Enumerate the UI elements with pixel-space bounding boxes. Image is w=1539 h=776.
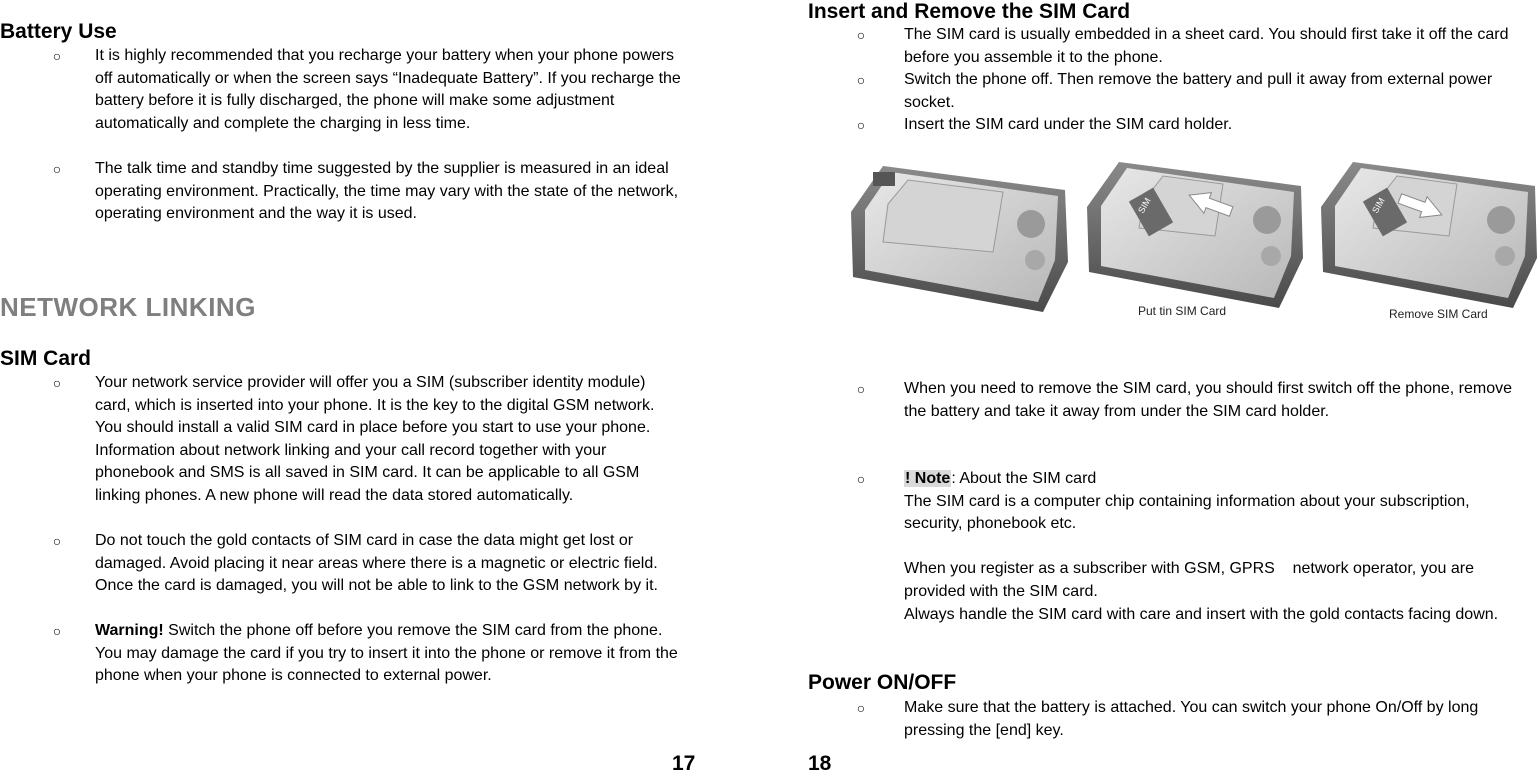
- sim-item-1: Your network service provider will offer you a SIM (subscriber identity module) card, which is inserted into your phone. It is the key to the digital GSM network. You should install a valid SIM card in place before you start to use your phone. Information about network linking and your call record together with your phonebook and SMS is all saved in SIM card. It can be applicable to all GSM linking phones. A new phone will read the data stored automatically.: [95, 374, 655, 504]
- sim-card-label-2: SIM: [1370, 196, 1387, 215]
- battery-use-heading: Battery Use: [0, 20, 117, 43]
- battery-item-2: The talk time and standby time suggested by the supplier is measured in an ideal operating environment. Practically, the time may vary with the state of the network, operating environment and the way it is used.: [95, 160, 679, 223]
- page-number-left: 17: [672, 752, 696, 775]
- bullet-icon: ○: [52, 48, 62, 64]
- power-heading: Power ON/OFF: [808, 671, 957, 694]
- left-page: [0, 0, 700, 774]
- sim-insertion-figure: [843, 152, 1539, 328]
- insert-item-2: Switch the phone off. Then remove the battery and pull it away from external power socket.: [904, 71, 1493, 111]
- caption-remove-sim: Remove SIM Card: [1389, 307, 1488, 321]
- bullet-icon: ○: [52, 623, 62, 639]
- bullet-icon: ○: [52, 161, 62, 177]
- bullet-icon: ○: [856, 381, 866, 397]
- sim-card-heading: SIM Card: [0, 347, 92, 370]
- bullet-icon: ○: [856, 27, 866, 43]
- page-number-right: 18: [808, 752, 832, 775]
- network-linking-heading: NETWORK LINKING: [0, 292, 256, 322]
- sim-warning-item: [95, 620, 685, 688]
- note-block: [904, 468, 1514, 626]
- phone-back-image-2: [1087, 162, 1303, 308]
- warning-label: Warning!: [95, 622, 164, 639]
- note-tag: ! Note: [905, 470, 951, 487]
- bullet-icon: ○: [52, 375, 62, 391]
- phone-back-image-3: [1321, 162, 1537, 308]
- note-line-2: When you register as a subscriber with GSM, GPRS network operator, you are provided with the SIM card.: [904, 560, 1479, 600]
- note-title: : About the SIM card: [951, 470, 1097, 487]
- sim-card-label-1: SIM: [1136, 196, 1153, 215]
- caption-put-sim: Put tin SIM Card: [1138, 304, 1227, 318]
- insert-item-3: Insert the SIM card under the SIM card holder.: [904, 116, 1233, 133]
- bullet-icon: ○: [856, 471, 866, 487]
- bullet-icon: ○: [856, 700, 866, 716]
- battery-item-1: It is highly recommended that you recharge your battery when your phone powers off automatically or when the screen says “Inadequate Battery”. If you recharge the battery before it is fully discharged, the phone will make some adjustment automatically and complete the charging in less time.: [95, 47, 681, 132]
- bullet-icon: ○: [856, 72, 866, 88]
- remove-sim-item: When you need to remove the SIM card, you should first switch off the phone, remove the battery and take it away from under the SIM card holder.: [904, 380, 1513, 420]
- right-page: [808, 0, 1539, 774]
- insert-item-1: The SIM card is usually embedded in a sheet card. You should first take it off the card before you assemble it to the phone.: [904, 26, 1509, 66]
- note-line-1: The SIM card is a computer chip containing information about your subscription, security, phonebook etc.: [904, 492, 1470, 533]
- warning-text: Switch the phone off before you remove the SIM card from the phone. You may damage the card if you try to insert it into the phone or remove it from the phone when your phone is connected to external power.: [95, 622, 678, 685]
- note-line-3: Always handle the SIM card with care and insert with the gold contacts facing down.: [904, 605, 1499, 623]
- phone-back-image-1: [851, 166, 1068, 312]
- sim-item-2: Do not touch the gold contacts of SIM card in case the data might get lost or damaged. Avoid placing it near areas where there is a magnetic or electric field. Once the card is damaged, you will not be able to link to the GSM network by it.: [95, 532, 658, 595]
- insert-remove-heading: Insert and Remove the SIM Card: [808, 0, 1131, 23]
- bullet-icon: ○: [52, 533, 62, 549]
- bullet-icon: ○: [856, 117, 866, 133]
- power-item: Make sure that the battery is attached. You can switch your phone On/Off by long pressing the [end] key.: [904, 699, 1479, 739]
